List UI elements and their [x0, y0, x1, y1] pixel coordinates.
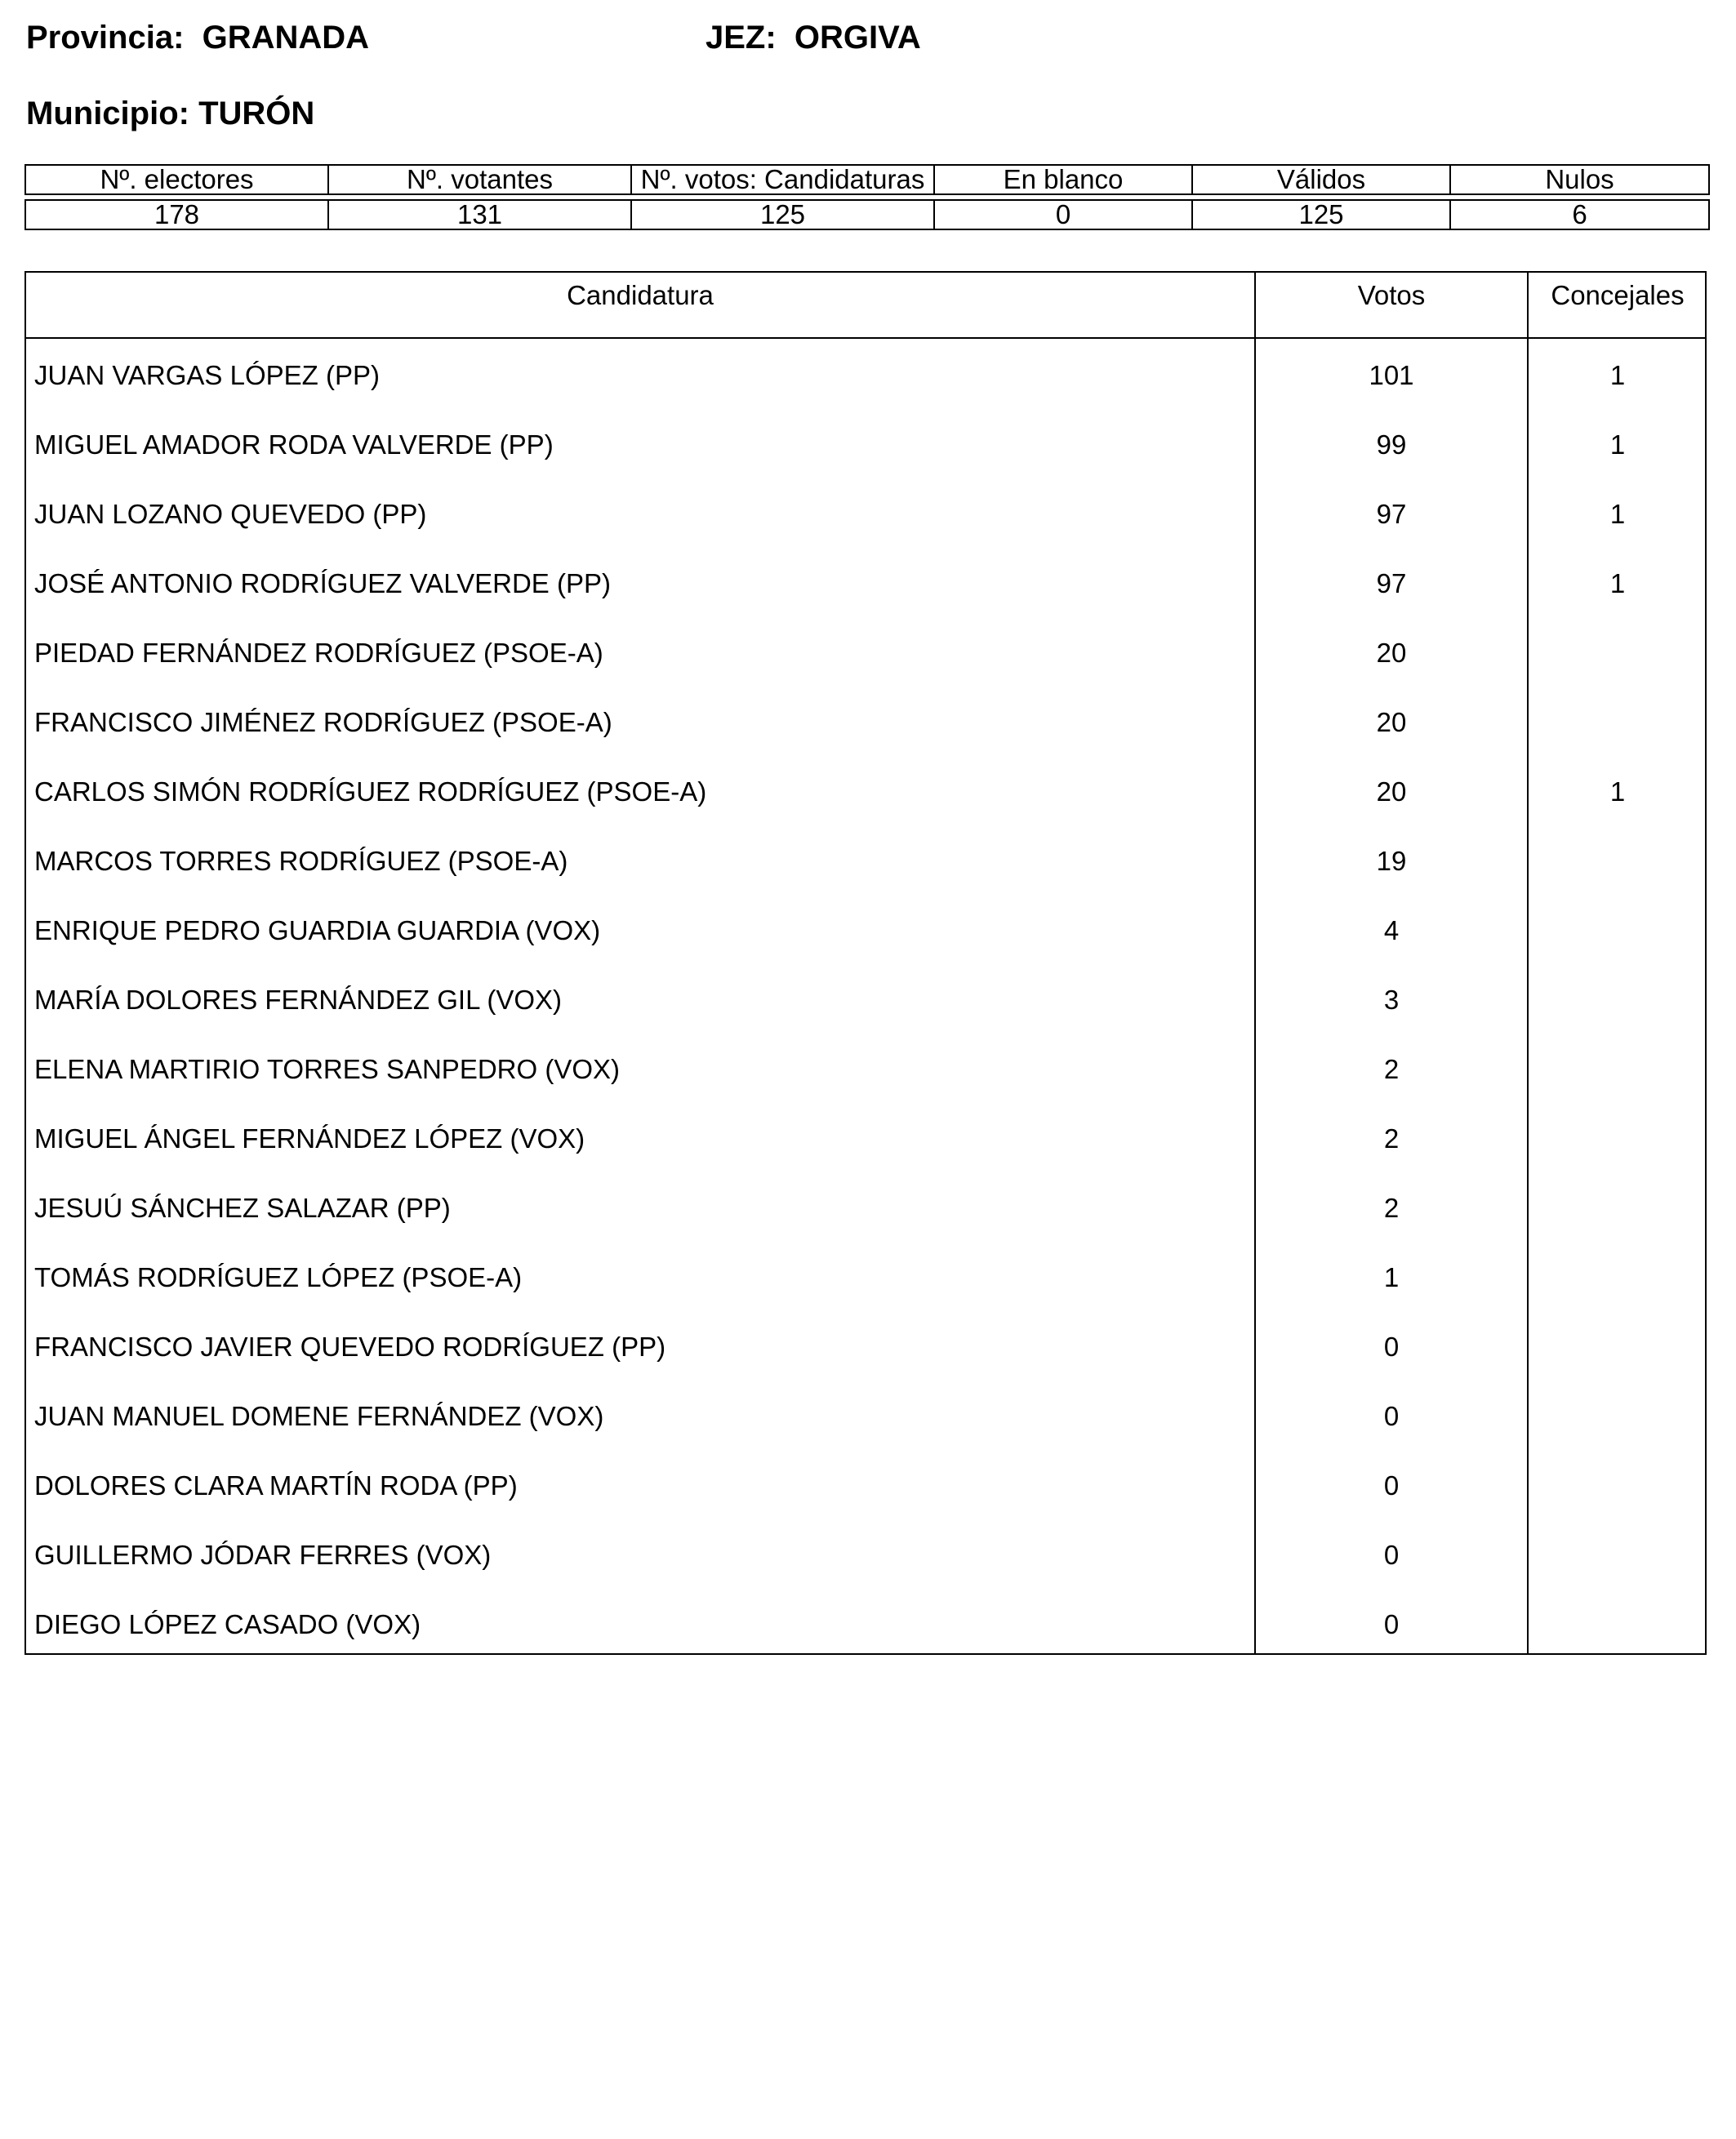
candidate-concejales: [1529, 1034, 1707, 1104]
column-header-candidatura: Candidatura: [567, 280, 714, 310]
candidate-votes: 1: [1383, 1262, 1400, 1292]
table-row: [26, 1451, 1705, 1520]
candidate-votes: 0: [1383, 1540, 1400, 1570]
candidate-name: MIGUEL ÁNGEL FERNÁNDEZ LÓPEZ (VOX): [34, 1123, 585, 1154]
candidate-concejales: [1529, 1381, 1707, 1451]
header-divider: [26, 337, 1705, 339]
municipio-label: Municipio: TURÓN: [26, 96, 315, 131]
candidate-name: DIEGO LÓPEZ CASADO (VOX): [34, 1609, 421, 1639]
candidate-concejales: [1529, 618, 1707, 687]
candidate-votes: 20: [1376, 638, 1407, 668]
candidate-concejales: 1: [1609, 776, 1626, 807]
jez-label: JEZ: ORGIVA: [706, 20, 921, 56]
candidate-name: FRANCISCO JIMÉNEZ RODRÍGUEZ (PSOE-A): [34, 707, 612, 737]
summary-header-votantes: Nº. votantes: [328, 165, 631, 194]
summary-value-votos-candidaturas: 125: [631, 200, 934, 229]
candidate-concejales: [1529, 826, 1707, 896]
candidate-concejales: [1529, 1590, 1707, 1659]
candidate-concejales: [1529, 1520, 1707, 1590]
candidate-name: JUAN VARGAS LÓPEZ (PP): [34, 360, 380, 390]
table-row: [26, 757, 1705, 826]
summary-header-validos: Válidos: [1192, 165, 1450, 194]
candidate-votes: 4: [1383, 915, 1400, 945]
candidate-concejales: [1529, 687, 1707, 757]
candidate-votes: 0: [1383, 1470, 1400, 1501]
candidate-name: MARÍA DOLORES FERNÁNDEZ GIL (VOX): [34, 985, 563, 1015]
summary-header-electores: Nº. electores: [25, 165, 328, 194]
table-row: [26, 1104, 1705, 1173]
candidate-concejales: [1529, 1104, 1707, 1173]
candidate-votes: 97: [1376, 499, 1407, 529]
summary-value-row: [25, 200, 1709, 229]
table-row: [26, 687, 1705, 757]
candidate-name: CARLOS SIMÓN RODRÍGUEZ RODRÍGUEZ (PSOE-A): [34, 776, 707, 807]
summary-header-votos-candidaturas: Nº. votos: Candidaturas: [631, 165, 934, 194]
candidate-concejales: [1529, 1312, 1707, 1381]
summary-value-validos: 125: [1192, 200, 1450, 229]
column-header-votos: Votos: [1357, 280, 1426, 310]
candidate-concejales: [1529, 1451, 1707, 1520]
candidate-concejales: 1: [1609, 429, 1626, 460]
table-row: [26, 1312, 1705, 1381]
candidate-concejales: 1: [1609, 568, 1626, 598]
candidate-concejales: 1: [1609, 360, 1626, 390]
candidate-name: DOLORES CLARA MARTÍN RODA (PP): [34, 1470, 518, 1501]
candidate-name: PIEDAD FERNÁNDEZ RODRÍGUEZ (PSOE-A): [34, 638, 603, 668]
summary-table: [24, 164, 1710, 230]
candidate-votes: 101: [1369, 360, 1414, 390]
candidate-concejales: [1529, 1173, 1707, 1243]
summary-value-nulos: 6: [1450, 200, 1709, 229]
candidate-concejales: [1529, 896, 1707, 965]
candidate-votes: 3: [1383, 985, 1400, 1015]
candidate-name: JESUÚ SÁNCHEZ SALAZAR (PP): [34, 1193, 451, 1223]
table-row: [26, 410, 1705, 479]
candidate-name: GUILLERMO JÓDAR FERRES (VOX): [34, 1540, 492, 1570]
candidate-name: MIGUEL AMADOR RODA VALVERDE (PP): [34, 429, 554, 460]
candidate-name: ENRIQUE PEDRO GUARDIA GUARDIA (VOX): [34, 915, 601, 945]
candidate-votes: 2: [1383, 1054, 1400, 1084]
candidate-name: MARCOS TORRES RODRÍGUEZ (PSOE-A): [34, 846, 568, 876]
summary-value-en-blanco: 0: [934, 200, 1192, 229]
summary-header-nulos: Nulos: [1450, 165, 1709, 194]
table-row: [26, 1034, 1705, 1104]
candidate-votes: 20: [1376, 707, 1407, 737]
candidate-votes: 2: [1383, 1193, 1400, 1223]
table-row: [26, 1243, 1705, 1312]
candidate-votes: 2: [1383, 1123, 1400, 1154]
candidate-concejales: [1529, 1243, 1707, 1312]
table-row: [26, 826, 1705, 896]
provincia-label: Provincia: GRANADA: [26, 20, 370, 56]
column-header-concejales: Concejales: [1551, 280, 1685, 310]
table-row: [26, 1173, 1705, 1243]
summary-value-electores: 178: [25, 200, 328, 229]
summary-header-row: [25, 165, 1709, 194]
table-row: [26, 549, 1705, 618]
table-row: [26, 896, 1705, 965]
table-row: [26, 965, 1705, 1034]
candidate-name: TOMÁS RODRÍGUEZ LÓPEZ (PSOE-A): [34, 1262, 523, 1292]
candidate-name: JUAN MANUEL DOMENE FERNÁNDEZ (VOX): [34, 1401, 604, 1431]
candidate-votes: 20: [1376, 776, 1407, 807]
candidate-votes: 0: [1383, 1332, 1400, 1362]
candidate-votes: 19: [1376, 846, 1407, 876]
table-row: [26, 1381, 1705, 1451]
candidate-name: FRANCISCO JAVIER QUEVEDO RODRÍGUEZ (PP): [34, 1332, 666, 1362]
summary-value-votantes: 131: [328, 200, 631, 229]
candidate-concejales: 1: [1609, 499, 1626, 529]
candidate-votes: 0: [1383, 1401, 1400, 1431]
table-row: [26, 618, 1705, 687]
table-row: [26, 479, 1705, 549]
candidate-votes: 97: [1376, 568, 1407, 598]
candidate-votes: 0: [1383, 1609, 1400, 1639]
table-row: [26, 1590, 1705, 1659]
candidate-name: JUAN LOZANO QUEVEDO (PP): [34, 499, 427, 529]
summary-header-en-blanco: En blanco: [934, 165, 1192, 194]
results-table: [24, 271, 1707, 1655]
candidate-name: JOSÉ ANTONIO RODRÍGUEZ VALVERDE (PP): [34, 568, 611, 598]
candidate-votes: 99: [1376, 429, 1407, 460]
table-row: [26, 340, 1705, 410]
candidate-name: ELENA MARTIRIO TORRES SANPEDRO (VOX): [34, 1054, 620, 1084]
table-row: [26, 1520, 1705, 1590]
summary-gap: [25, 194, 1709, 200]
candidate-concejales: [1529, 965, 1707, 1034]
